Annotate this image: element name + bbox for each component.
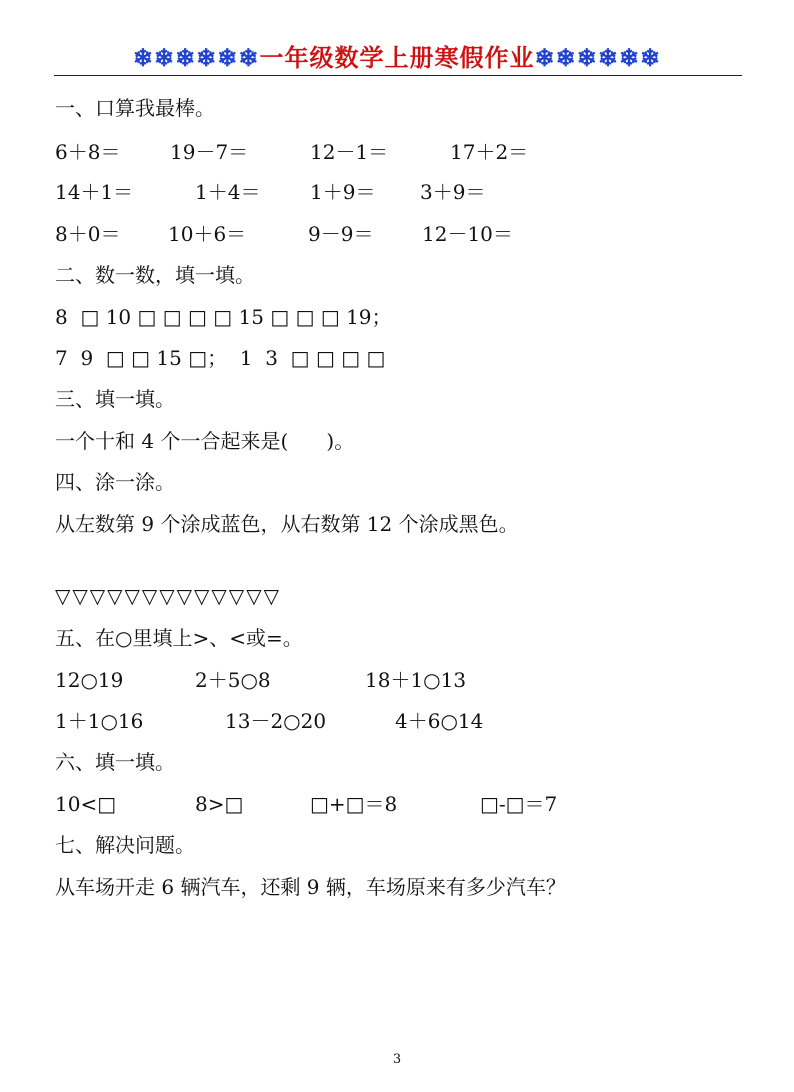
coloring-instruction: 从左数第 9 个涂成蓝色，从右数第 12 个涂成黑色。 (55, 512, 519, 536)
word-problem: 从车场开走 6 辆汽车，还剩 9 辆，车场原来有多少汽车？ (55, 875, 566, 899)
section-1-heading: 一、口算我最棒。 (55, 96, 215, 120)
fill-question: 一个十和 4 个一合起来是( )。 (55, 429, 355, 453)
worksheet-header (0, 38, 794, 73)
section-4-heading: 四、涂一涂。 (55, 470, 175, 494)
section-3-heading: 三、填一填。 (55, 387, 175, 411)
snowflake-icon: ❄❄❄❄❄❄ (534, 43, 662, 72)
compare-item: 4＋6○14 (395, 709, 484, 733)
worksheet-title: 一年级数学上册寒假作业 (259, 43, 535, 72)
header-divider (54, 75, 742, 76)
fill-box-item: □+□＝8 (310, 792, 398, 816)
triangle-row: ▽▽▽▽▽▽▽▽▽▽▽▽▽ (55, 584, 281, 608)
snowflake-icon: ❄❄❄❄❄❄ (132, 43, 260, 72)
fill-box-item: □-□＝7 (480, 792, 558, 816)
fill-box-item: 8>□ (195, 792, 244, 816)
mental-math-item: 17＋2＝ (450, 140, 529, 164)
mental-math-item: 9－9＝ (308, 222, 374, 246)
compare-item: 18＋1○13 (365, 668, 467, 692)
mental-math-item: 12－1＝ (310, 140, 389, 164)
mental-math-item: 3＋9＝ (420, 180, 486, 204)
section-6-heading: 六、填一填。 (55, 750, 175, 774)
mental-math-item: 1＋4＝ (195, 180, 261, 204)
mental-math-item: 14＋1＝ (55, 180, 134, 204)
compare-item: 12○19 (55, 668, 124, 692)
mental-math-item: 10＋6＝ (168, 222, 247, 246)
mental-math-item: 6＋8＝ (55, 140, 121, 164)
mental-math-item: 19－7＝ (170, 140, 249, 164)
fill-box-item: 10<□ (55, 792, 117, 816)
section-2-heading: 二、数一数，填一填。 (55, 263, 255, 287)
mental-math-item: 1＋9＝ (310, 180, 376, 204)
number-sequence-1: 8 □ 10 □ □ □ □ 15 □ □ □ 19； (55, 305, 392, 329)
mental-math-item: 8＋0＝ (55, 222, 121, 246)
number-sequence-2: 7 9 □ □ 15 □； 1 3 □ □ □ □ (55, 346, 386, 370)
mental-math-item: 12－10＝ (422, 222, 513, 246)
page-number: 3 (392, 1052, 402, 1067)
section-7-heading: 七、解决问题。 (55, 833, 195, 857)
compare-item: 2＋5○8 (195, 668, 271, 692)
compare-item: 1＋1○16 (55, 709, 144, 733)
section-5-heading: 五、在○里填上>、<或=。 (55, 626, 303, 650)
compare-item: 13－2○20 (225, 709, 327, 733)
